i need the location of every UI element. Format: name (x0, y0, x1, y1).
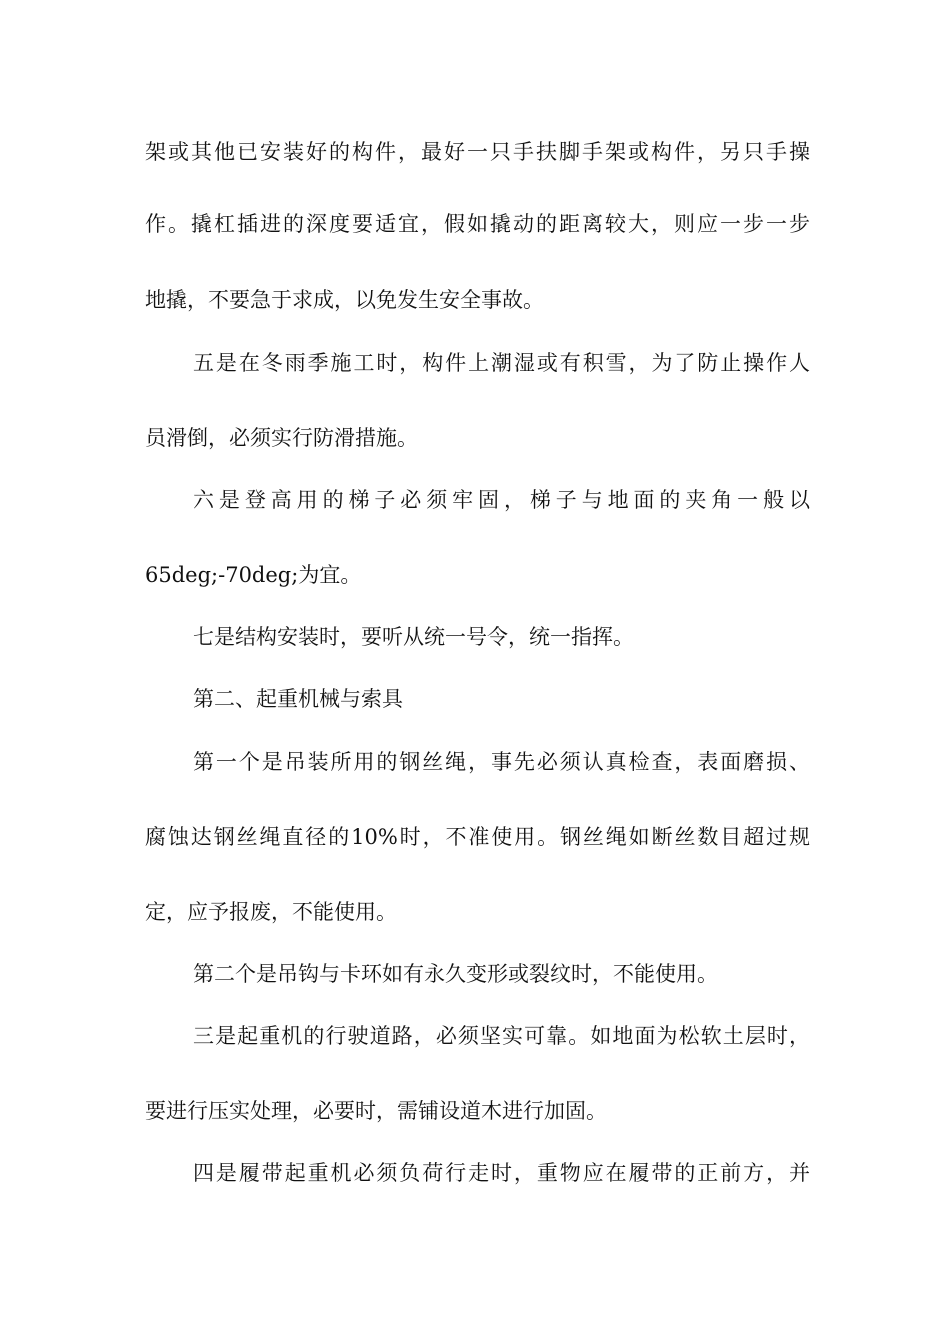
body-text-line: 架或其他已安装好的构件，最好一只手扶脚手架或构件，另只手操 (145, 140, 810, 164)
paragraph-start-line: 五是在冬雨季施工时，构件上潮湿或有积雪，为了防止操作人 (193, 351, 810, 375)
paragraph-start-line: 七是结构安装时，要听从统一号令，统一指挥。 (193, 625, 634, 649)
section-heading: 第二、起重机械与索具 (193, 687, 403, 711)
body-text-line: 定，应予报废，不能使用。 (145, 900, 397, 924)
paragraph-start-line: 三是起重机的行驶道路，必须坚实可靠。如地面为松软土层时， (193, 1024, 810, 1048)
body-text-line: 65deg;-70deg;为宜。 (145, 563, 362, 587)
paragraph-start-line: 第二个是吊钩与卡环如有永久变形或裂纹时，不能使用。 (193, 962, 718, 986)
paragraph-start-line: 第一个是吊装所用的钢丝绳，事先必须认真检查，表面磨损、 (193, 750, 810, 774)
body-text-line: 作。撬杠插进的深度要适宜，假如撬动的距离较大，则应一步一步 (145, 212, 810, 236)
body-text-line: 腐蚀达钢丝绳直径的10%时，不准使用。钢丝绳如断丝数目超过规 (145, 825, 810, 849)
paragraph-start-line: 四是履带起重机必须负荷行走时，重物应在履带的正前方，并 (193, 1161, 810, 1185)
body-text-line: 地撬，不要急于求成，以免发生安全事故。 (145, 288, 544, 312)
body-text-line: 员滑倒，必须实行防滑措施。 (145, 426, 418, 450)
paragraph-start-line: 六是登高用的梯子必须牢固，梯子与地面的夹角一般以 (193, 488, 810, 512)
body-text-line: 要进行压实处理，必要时，需铺设道木进行加固。 (145, 1099, 607, 1123)
